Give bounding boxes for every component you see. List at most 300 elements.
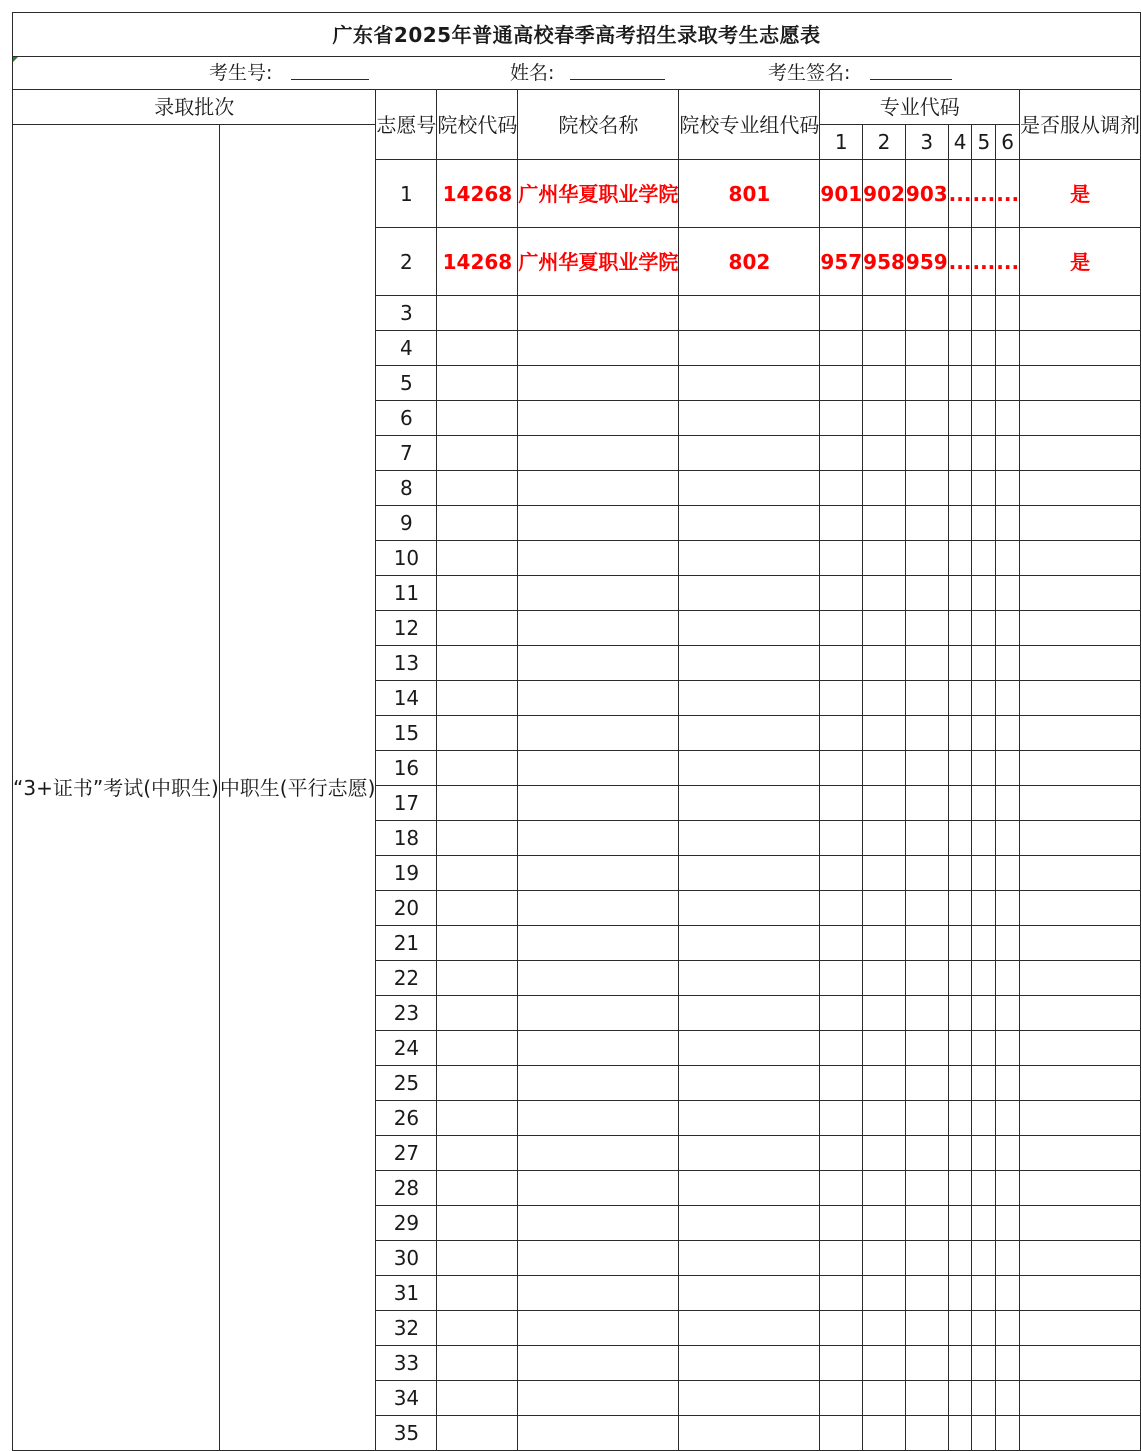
major-code-cell-2[interactable] xyxy=(863,331,906,366)
major-code-cell-4[interactable] xyxy=(948,1416,972,1451)
major-code-cell-5[interactable] xyxy=(972,856,996,891)
school-name-cell[interactable] xyxy=(518,1066,679,1101)
major-code-cell-5[interactable] xyxy=(972,1101,996,1136)
school-name-cell[interactable] xyxy=(518,856,679,891)
major-code-cell-3[interactable] xyxy=(905,541,948,576)
adjust-cell[interactable]: 是 xyxy=(1020,160,1141,228)
school-name-cell[interactable] xyxy=(518,891,679,926)
school-name-cell[interactable]: 广州华夏职业学院 xyxy=(518,160,679,228)
adjust-cell[interactable] xyxy=(1020,541,1141,576)
school-code-cell[interactable] xyxy=(437,1031,518,1066)
group-code-cell[interactable]: 801 xyxy=(679,160,820,228)
major-code-cell-5[interactable] xyxy=(972,471,996,506)
major-code-cell-2[interactable] xyxy=(863,716,906,751)
major-code-cell-1[interactable] xyxy=(820,1136,863,1171)
major-code-cell-1[interactable] xyxy=(820,1276,863,1311)
major-code-cell-1[interactable] xyxy=(820,1031,863,1066)
major-code-cell-3[interactable] xyxy=(905,1276,948,1311)
major-code-cell-1[interactable] xyxy=(820,681,863,716)
major-code-cell-2[interactable] xyxy=(863,1416,906,1451)
adjust-cell[interactable] xyxy=(1020,716,1141,751)
major-code-cell-1[interactable] xyxy=(820,1101,863,1136)
major-code-cell-6[interactable] xyxy=(996,856,1020,891)
major-code-cell-2[interactable] xyxy=(863,541,906,576)
major-code-cell-4[interactable] xyxy=(948,751,972,786)
school-name-cell[interactable] xyxy=(518,436,679,471)
school-code-cell[interactable] xyxy=(437,1311,518,1346)
major-code-cell-1[interactable] xyxy=(820,786,863,821)
major-code-cell-5[interactable] xyxy=(972,331,996,366)
group-code-cell[interactable] xyxy=(679,926,820,961)
major-code-cell-5[interactable]: ... xyxy=(972,160,996,228)
major-code-cell-5[interactable] xyxy=(972,401,996,436)
major-code-cell-4[interactable] xyxy=(948,401,972,436)
major-code-cell-3[interactable] xyxy=(905,296,948,331)
school-name-cell[interactable] xyxy=(518,1241,679,1276)
major-code-cell-5[interactable] xyxy=(972,646,996,681)
school-name-cell[interactable] xyxy=(518,331,679,366)
school-name-cell[interactable] xyxy=(518,1206,679,1241)
school-name-cell[interactable] xyxy=(518,751,679,786)
school-code-cell[interactable] xyxy=(437,996,518,1031)
adjust-cell[interactable] xyxy=(1020,856,1141,891)
major-code-cell-5[interactable] xyxy=(972,716,996,751)
school-code-cell[interactable] xyxy=(437,961,518,996)
major-code-cell-4[interactable] xyxy=(948,716,972,751)
major-code-cell-5[interactable] xyxy=(972,1276,996,1311)
major-code-cell-4[interactable]: ... xyxy=(948,228,972,296)
major-code-cell-5[interactable]: ... xyxy=(972,228,996,296)
school-code-cell[interactable] xyxy=(437,471,518,506)
school-name-cell[interactable] xyxy=(518,506,679,541)
major-code-cell-1[interactable] xyxy=(820,961,863,996)
major-code-cell-3[interactable] xyxy=(905,1136,948,1171)
major-code-cell-3[interactable]: 959 xyxy=(905,228,948,296)
major-code-cell-4[interactable] xyxy=(948,856,972,891)
major-code-cell-6[interactable] xyxy=(996,611,1020,646)
major-code-cell-2[interactable] xyxy=(863,646,906,681)
group-code-cell[interactable] xyxy=(679,821,820,856)
school-name-cell[interactable] xyxy=(518,296,679,331)
major-code-cell-1[interactable] xyxy=(820,996,863,1031)
major-code-cell-3[interactable] xyxy=(905,331,948,366)
group-code-cell[interactable] xyxy=(679,1416,820,1451)
major-code-cell-3[interactable] xyxy=(905,646,948,681)
major-code-cell-5[interactable] xyxy=(972,611,996,646)
major-code-cell-2[interactable] xyxy=(863,786,906,821)
adjust-cell[interactable] xyxy=(1020,646,1141,681)
group-code-cell[interactable] xyxy=(679,716,820,751)
school-code-cell[interactable] xyxy=(437,1416,518,1451)
school-code-cell[interactable] xyxy=(437,1206,518,1241)
major-code-cell-3[interactable] xyxy=(905,366,948,401)
major-code-cell-3[interactable] xyxy=(905,716,948,751)
adjust-cell[interactable] xyxy=(1020,611,1141,646)
major-code-cell-3[interactable] xyxy=(905,1241,948,1276)
major-code-cell-1[interactable] xyxy=(820,926,863,961)
group-code-cell[interactable] xyxy=(679,1101,820,1136)
major-code-cell-6[interactable]: ... xyxy=(996,160,1020,228)
school-name-cell[interactable] xyxy=(518,926,679,961)
group-code-cell[interactable] xyxy=(679,1346,820,1381)
major-code-cell-1[interactable]: 901 xyxy=(820,160,863,228)
major-code-cell-5[interactable] xyxy=(972,296,996,331)
major-code-cell-6[interactable] xyxy=(996,1276,1020,1311)
exam-number-field[interactable] xyxy=(291,79,369,80)
major-code-cell-3[interactable] xyxy=(905,1101,948,1136)
major-code-cell-5[interactable] xyxy=(972,1381,996,1416)
adjust-cell[interactable] xyxy=(1020,1276,1141,1311)
major-code-cell-6[interactable] xyxy=(996,1066,1020,1101)
school-code-cell[interactable] xyxy=(437,856,518,891)
school-code-cell[interactable] xyxy=(437,926,518,961)
major-code-cell-3[interactable] xyxy=(905,961,948,996)
major-code-cell-1[interactable] xyxy=(820,1171,863,1206)
major-code-cell-1[interactable] xyxy=(820,366,863,401)
group-code-cell[interactable] xyxy=(679,646,820,681)
major-code-cell-2[interactable] xyxy=(863,436,906,471)
major-code-cell-2[interactable] xyxy=(863,1346,906,1381)
major-code-cell-2[interactable] xyxy=(863,681,906,716)
adjust-cell[interactable] xyxy=(1020,1346,1141,1381)
major-code-cell-1[interactable] xyxy=(820,296,863,331)
major-code-cell-4[interactable] xyxy=(948,1136,972,1171)
major-code-cell-6[interactable] xyxy=(996,681,1020,716)
school-name-cell[interactable] xyxy=(518,996,679,1031)
school-name-cell[interactable]: 广州华夏职业学院 xyxy=(518,228,679,296)
major-code-cell-2[interactable] xyxy=(863,1136,906,1171)
group-code-cell[interactable] xyxy=(679,891,820,926)
adjust-cell[interactable] xyxy=(1020,1241,1141,1276)
school-name-cell[interactable] xyxy=(518,1136,679,1171)
major-code-cell-4[interactable] xyxy=(948,296,972,331)
major-code-cell-6[interactable] xyxy=(996,926,1020,961)
group-code-cell[interactable] xyxy=(679,751,820,786)
major-code-cell-6[interactable] xyxy=(996,471,1020,506)
adjust-cell[interactable] xyxy=(1020,366,1141,401)
school-code-cell[interactable] xyxy=(437,541,518,576)
adjust-cell[interactable] xyxy=(1020,506,1141,541)
school-code-cell[interactable] xyxy=(437,576,518,611)
major-code-cell-2[interactable] xyxy=(863,506,906,541)
group-code-cell[interactable] xyxy=(679,1381,820,1416)
major-code-cell-4[interactable] xyxy=(948,541,972,576)
major-code-cell-3[interactable] xyxy=(905,506,948,541)
group-code-cell[interactable] xyxy=(679,786,820,821)
major-code-cell-5[interactable] xyxy=(972,751,996,786)
major-code-cell-3[interactable] xyxy=(905,821,948,856)
school-name-cell[interactable] xyxy=(518,541,679,576)
school-code-cell[interactable] xyxy=(437,891,518,926)
major-code-cell-3[interactable] xyxy=(905,786,948,821)
school-code-cell[interactable] xyxy=(437,1101,518,1136)
major-code-cell-4[interactable] xyxy=(948,436,972,471)
adjust-cell[interactable] xyxy=(1020,436,1141,471)
major-code-cell-4[interactable] xyxy=(948,1206,972,1241)
school-code-cell[interactable]: 14268 xyxy=(437,160,518,228)
major-code-cell-2[interactable] xyxy=(863,751,906,786)
major-code-cell-3[interactable] xyxy=(905,681,948,716)
major-code-cell-4[interactable] xyxy=(948,471,972,506)
major-code-cell-4[interactable] xyxy=(948,961,972,996)
major-code-cell-4[interactable] xyxy=(948,1381,972,1416)
major-code-cell-2[interactable] xyxy=(863,611,906,646)
school-code-cell[interactable] xyxy=(437,1381,518,1416)
major-code-cell-6[interactable] xyxy=(996,961,1020,996)
major-code-cell-5[interactable] xyxy=(972,926,996,961)
major-code-cell-4[interactable] xyxy=(948,331,972,366)
name-field[interactable] xyxy=(570,79,665,80)
adjust-cell[interactable] xyxy=(1020,1311,1141,1346)
major-code-cell-1[interactable] xyxy=(820,541,863,576)
major-code-cell-5[interactable] xyxy=(972,1206,996,1241)
adjust-cell[interactable] xyxy=(1020,1101,1141,1136)
school-name-cell[interactable] xyxy=(518,646,679,681)
major-code-cell-5[interactable] xyxy=(972,576,996,611)
major-code-cell-6[interactable] xyxy=(996,1381,1020,1416)
major-code-cell-5[interactable] xyxy=(972,891,996,926)
group-code-cell[interactable] xyxy=(679,961,820,996)
major-code-cell-3[interactable] xyxy=(905,996,948,1031)
major-code-cell-6[interactable] xyxy=(996,891,1020,926)
school-name-cell[interactable] xyxy=(518,716,679,751)
adjust-cell[interactable] xyxy=(1020,1136,1141,1171)
major-code-cell-3[interactable] xyxy=(905,1346,948,1381)
major-code-cell-5[interactable] xyxy=(972,1136,996,1171)
major-code-cell-5[interactable] xyxy=(972,1416,996,1451)
major-code-cell-3[interactable] xyxy=(905,1381,948,1416)
major-code-cell-5[interactable] xyxy=(972,996,996,1031)
group-code-cell[interactable] xyxy=(679,576,820,611)
school-code-cell[interactable] xyxy=(437,401,518,436)
major-code-cell-5[interactable] xyxy=(972,786,996,821)
major-code-cell-6[interactable] xyxy=(996,1206,1020,1241)
major-code-cell-6[interactable] xyxy=(996,506,1020,541)
school-name-cell[interactable] xyxy=(518,611,679,646)
major-code-cell-2[interactable]: 902 xyxy=(863,160,906,228)
school-code-cell[interactable] xyxy=(437,1066,518,1101)
major-code-cell-2[interactable] xyxy=(863,1276,906,1311)
major-code-cell-6[interactable] xyxy=(996,1101,1020,1136)
major-code-cell-6[interactable] xyxy=(996,296,1020,331)
major-code-cell-3[interactable] xyxy=(905,926,948,961)
adjust-cell[interactable] xyxy=(1020,961,1141,996)
school-name-cell[interactable] xyxy=(518,1171,679,1206)
school-code-cell[interactable] xyxy=(437,611,518,646)
major-code-cell-3[interactable] xyxy=(905,1206,948,1241)
major-code-cell-6[interactable] xyxy=(996,1171,1020,1206)
major-code-cell-4[interactable] xyxy=(948,821,972,856)
major-code-cell-4[interactable] xyxy=(948,1031,972,1066)
group-code-cell[interactable] xyxy=(679,996,820,1031)
major-code-cell-6[interactable] xyxy=(996,1031,1020,1066)
group-code-cell[interactable] xyxy=(679,611,820,646)
adjust-cell[interactable] xyxy=(1020,1066,1141,1101)
adjust-cell[interactable] xyxy=(1020,751,1141,786)
group-code-cell[interactable] xyxy=(679,681,820,716)
major-code-cell-4[interactable] xyxy=(948,576,972,611)
major-code-cell-3[interactable] xyxy=(905,436,948,471)
major-code-cell-5[interactable] xyxy=(972,1031,996,1066)
major-code-cell-2[interactable] xyxy=(863,1381,906,1416)
school-code-cell[interactable] xyxy=(437,506,518,541)
school-code-cell[interactable] xyxy=(437,436,518,471)
major-code-cell-6[interactable] xyxy=(996,541,1020,576)
group-code-cell[interactable] xyxy=(679,1066,820,1101)
adjust-cell[interactable] xyxy=(1020,681,1141,716)
major-code-cell-3[interactable] xyxy=(905,1416,948,1451)
major-code-cell-6[interactable] xyxy=(996,751,1020,786)
major-code-cell-5[interactable] xyxy=(972,366,996,401)
major-code-cell-3[interactable] xyxy=(905,1066,948,1101)
group-code-cell[interactable] xyxy=(679,366,820,401)
group-code-cell[interactable] xyxy=(679,1206,820,1241)
school-name-cell[interactable] xyxy=(518,401,679,436)
adjust-cell[interactable] xyxy=(1020,786,1141,821)
major-code-cell-6[interactable] xyxy=(996,1241,1020,1276)
major-code-cell-2[interactable] xyxy=(863,576,906,611)
major-code-cell-1[interactable]: 957 xyxy=(820,228,863,296)
major-code-cell-1[interactable] xyxy=(820,1241,863,1276)
school-name-cell[interactable] xyxy=(518,366,679,401)
adjust-cell[interactable] xyxy=(1020,891,1141,926)
major-code-cell-4[interactable] xyxy=(948,1171,972,1206)
adjust-cell[interactable] xyxy=(1020,296,1141,331)
major-code-cell-2[interactable] xyxy=(863,856,906,891)
major-code-cell-6[interactable] xyxy=(996,821,1020,856)
major-code-cell-3[interactable] xyxy=(905,1311,948,1346)
major-code-cell-2[interactable] xyxy=(863,891,906,926)
major-code-cell-6[interactable] xyxy=(996,1311,1020,1346)
group-code-cell[interactable]: 802 xyxy=(679,228,820,296)
major-code-cell-2[interactable] xyxy=(863,961,906,996)
school-name-cell[interactable] xyxy=(518,1346,679,1381)
major-code-cell-4[interactable] xyxy=(948,891,972,926)
major-code-cell-4[interactable] xyxy=(948,926,972,961)
school-name-cell[interactable] xyxy=(518,1311,679,1346)
major-code-cell-2[interactable] xyxy=(863,401,906,436)
major-code-cell-4[interactable] xyxy=(948,366,972,401)
major-code-cell-5[interactable] xyxy=(972,821,996,856)
major-code-cell-3[interactable] xyxy=(905,611,948,646)
group-code-cell[interactable] xyxy=(679,1136,820,1171)
group-code-cell[interactable] xyxy=(679,1311,820,1346)
signature-field[interactable] xyxy=(870,79,952,80)
group-code-cell[interactable] xyxy=(679,1171,820,1206)
major-code-cell-5[interactable] xyxy=(972,1066,996,1101)
major-code-cell-2[interactable] xyxy=(863,296,906,331)
school-code-cell[interactable] xyxy=(437,646,518,681)
major-code-cell-2[interactable] xyxy=(863,1066,906,1101)
major-code-cell-5[interactable] xyxy=(972,1241,996,1276)
school-name-cell[interactable] xyxy=(518,821,679,856)
major-code-cell-5[interactable] xyxy=(972,1346,996,1381)
school-name-cell[interactable] xyxy=(518,576,679,611)
major-code-cell-3[interactable] xyxy=(905,576,948,611)
school-code-cell[interactable]: 14268 xyxy=(437,228,518,296)
major-code-cell-1[interactable] xyxy=(820,1416,863,1451)
school-code-cell[interactable] xyxy=(437,821,518,856)
school-code-cell[interactable] xyxy=(437,786,518,821)
group-code-cell[interactable] xyxy=(679,1031,820,1066)
major-code-cell-1[interactable] xyxy=(820,506,863,541)
major-code-cell-1[interactable] xyxy=(820,436,863,471)
major-code-cell-2[interactable] xyxy=(863,1241,906,1276)
group-code-cell[interactable] xyxy=(679,296,820,331)
school-code-cell[interactable] xyxy=(437,1346,518,1381)
major-code-cell-3[interactable] xyxy=(905,471,948,506)
group-code-cell[interactable] xyxy=(679,1276,820,1311)
major-code-cell-6[interactable] xyxy=(996,366,1020,401)
major-code-cell-2[interactable] xyxy=(863,821,906,856)
major-code-cell-5[interactable] xyxy=(972,541,996,576)
major-code-cell-2[interactable] xyxy=(863,1031,906,1066)
major-code-cell-4[interactable] xyxy=(948,996,972,1031)
major-code-cell-4[interactable] xyxy=(948,611,972,646)
school-name-cell[interactable] xyxy=(518,471,679,506)
major-code-cell-2[interactable] xyxy=(863,1311,906,1346)
school-code-cell[interactable] xyxy=(437,366,518,401)
adjust-cell[interactable] xyxy=(1020,1171,1141,1206)
major-code-cell-5[interactable] xyxy=(972,436,996,471)
major-code-cell-2[interactable] xyxy=(863,471,906,506)
school-code-cell[interactable] xyxy=(437,1241,518,1276)
major-code-cell-6[interactable] xyxy=(996,436,1020,471)
major-code-cell-1[interactable] xyxy=(820,891,863,926)
major-code-cell-6[interactable] xyxy=(996,1346,1020,1381)
adjust-cell[interactable] xyxy=(1020,1381,1141,1416)
major-code-cell-5[interactable] xyxy=(972,1311,996,1346)
major-code-cell-6[interactable] xyxy=(996,401,1020,436)
school-code-cell[interactable] xyxy=(437,751,518,786)
major-code-cell-3[interactable] xyxy=(905,1171,948,1206)
major-code-cell-4[interactable] xyxy=(948,1346,972,1381)
school-name-cell[interactable] xyxy=(518,786,679,821)
adjust-cell[interactable] xyxy=(1020,1416,1141,1451)
major-code-cell-2[interactable] xyxy=(863,366,906,401)
major-code-cell-1[interactable] xyxy=(820,1206,863,1241)
major-code-cell-1[interactable] xyxy=(820,821,863,856)
major-code-cell-4[interactable]: ... xyxy=(948,160,972,228)
major-code-cell-1[interactable] xyxy=(820,331,863,366)
group-code-cell[interactable] xyxy=(679,471,820,506)
major-code-cell-3[interactable] xyxy=(905,751,948,786)
major-code-cell-4[interactable] xyxy=(948,681,972,716)
major-code-cell-1[interactable] xyxy=(820,611,863,646)
major-code-cell-3[interactable] xyxy=(905,401,948,436)
major-code-cell-6[interactable]: ... xyxy=(996,228,1020,296)
major-code-cell-1[interactable] xyxy=(820,1311,863,1346)
adjust-cell[interactable] xyxy=(1020,401,1141,436)
major-code-cell-5[interactable] xyxy=(972,961,996,996)
major-code-cell-1[interactable] xyxy=(820,401,863,436)
adjust-cell[interactable] xyxy=(1020,471,1141,506)
school-code-cell[interactable] xyxy=(437,296,518,331)
adjust-cell[interactable] xyxy=(1020,996,1141,1031)
major-code-cell-4[interactable] xyxy=(948,1066,972,1101)
group-code-cell[interactable] xyxy=(679,1241,820,1276)
group-code-cell[interactable] xyxy=(679,506,820,541)
major-code-cell-6[interactable] xyxy=(996,996,1020,1031)
major-code-cell-5[interactable] xyxy=(972,681,996,716)
school-code-cell[interactable] xyxy=(437,681,518,716)
major-code-cell-6[interactable] xyxy=(996,1416,1020,1451)
group-code-cell[interactable] xyxy=(679,401,820,436)
major-code-cell-1[interactable] xyxy=(820,1381,863,1416)
major-code-cell-3[interactable] xyxy=(905,856,948,891)
group-code-cell[interactable] xyxy=(679,856,820,891)
major-code-cell-4[interactable] xyxy=(948,1241,972,1276)
